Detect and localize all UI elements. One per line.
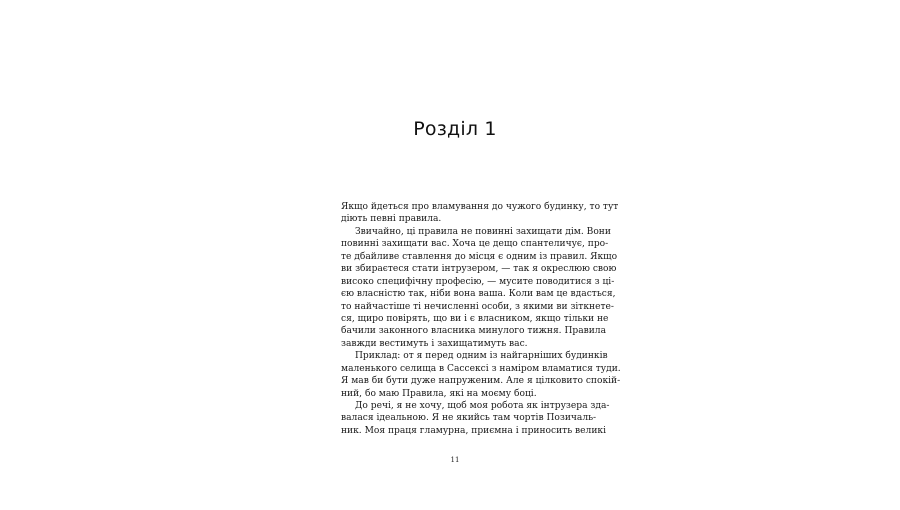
text-line: ний, бо маю Правила, які на моєму боці. [341, 388, 537, 399]
text-line: високо специфічну професію, — мусите поводитися з ці- [341, 276, 615, 287]
page-number: 11 [450, 456, 460, 464]
text-line: ник. Моя праця гламурна, приємна і приносить великі [341, 425, 606, 436]
text-line: то найчастіше ті нечисленні особи, з якими ви зіткнете- [341, 301, 614, 312]
text-line: те дбайливе ставлення до місця є одним із правил. Якщо [341, 251, 618, 262]
text-line: валася ідеальною. Я не якийсь там чортів Позичаль- [341, 413, 597, 424]
text-line: До речі, я не хочу, щоб моя робота як інтрузера зда- [355, 401, 610, 411]
text-line: повинні захищати вас. Хоча це дещо спантеличує, про- [341, 239, 609, 250]
text-line: ся, щиро повірять, що ви і є власником, якщо тільки не [341, 313, 609, 324]
text-line: Якщо йдеться про вламування до чужого будинку, то тут [341, 202, 619, 212]
text-line: Я мав би бути дуже напруженим. Але я цілковито спокій- [341, 376, 621, 387]
text-line: Приклад: от я перед одним із найгарніших будинків [355, 351, 608, 362]
text-line: Звичайно, ці правила не повинні захищати дім. Вони [355, 226, 611, 237]
text-line: діють певні правила. [341, 214, 442, 225]
chapter-title: Розділ 1 [413, 118, 497, 140]
text-line: ви збираєтеся стати інтрузером, — так я окреслюю свою [341, 264, 617, 275]
text-line: маленького селища в Сассексі з наміром вламатися туди. [341, 363, 621, 374]
body-text [341, 201, 621, 437]
text-line: єю власністю так, ніби вона ваша. Коли вам це вдасться, [341, 289, 616, 300]
text-line: завжди вестимуть і захищатимуть вас. [341, 338, 528, 349]
text-line: бачили законного власника минулого тижня. Правила [341, 326, 607, 337]
